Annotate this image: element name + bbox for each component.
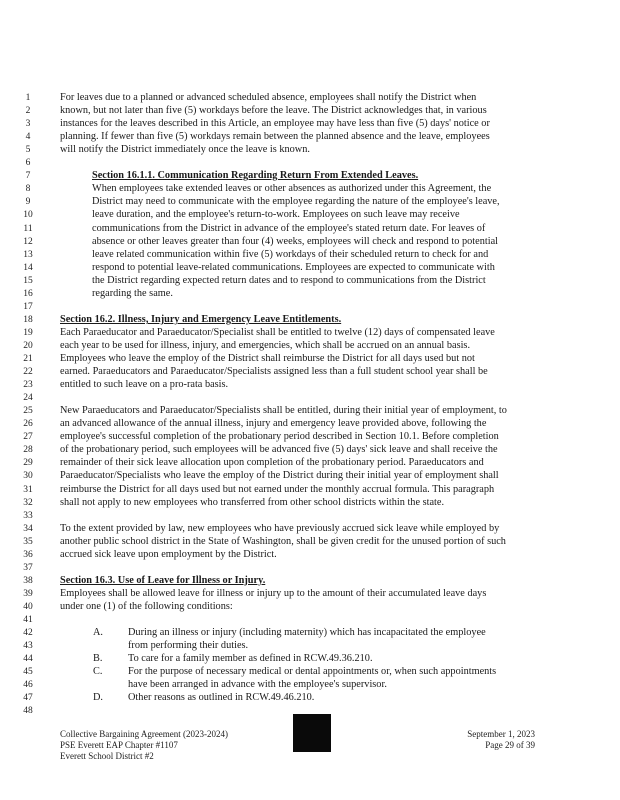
line-number: 4: [25, 132, 31, 142]
section-16-2-heading: Section 16.2. Illness, Injury and Emergency Leave Entitlements.: [60, 314, 342, 325]
section-16-2-line: accrued sick leave upon employment by the District.: [60, 549, 277, 560]
line-number: 38: [23, 576, 33, 586]
line-number: 45: [23, 667, 33, 677]
line-number: 23: [23, 380, 33, 390]
section-16-1-1-line: When employees take extended leaves or other absences as authorized under this Agreement, the: [92, 183, 492, 194]
line-number: 21: [23, 354, 33, 364]
section-16-2-line: Each Paraeducator and Paraeducator/Specialist shall be entitled to twelve (12) days of compensated leave: [60, 327, 495, 338]
section-16-1-1-line: leave related communication within five (5) workdays of their scheduled return to check for and: [92, 249, 489, 260]
section-16-2-line: each year to be used for illness, injury, and emergencies, which shall be accrued on an annual basis.: [60, 340, 471, 351]
line-number: 46: [23, 680, 33, 690]
line-number: 19: [23, 328, 33, 338]
line-number: 18: [23, 315, 33, 325]
section-16-2-line: To the extent provided by law, new employees who have previously accrued sick leave while employed by: [60, 523, 500, 534]
section-16-2-line: employee's successful completion of the probationary period described in Section 10.1. Before completion: [60, 431, 499, 442]
line-number: 12: [23, 237, 33, 247]
list-item-text: Other reasons as outlined in RCW.49.46.210.: [128, 692, 315, 703]
intro-line: For leaves due to a planned or advanced scheduled absence, employees shall notify the District when: [60, 92, 477, 103]
line-number: 40: [23, 602, 33, 612]
list-item-marker: C.: [93, 666, 103, 677]
line-number: 6: [25, 158, 31, 168]
line-number: 33: [23, 511, 33, 521]
intro-line: instances for the leaves described in this Article, an employee may have less than five (5) days' notice or: [60, 118, 490, 129]
line-number: 11: [23, 224, 33, 234]
line-number: 17: [23, 302, 33, 312]
footer-left-line-3: Everett School District #2: [60, 751, 154, 761]
line-number: 20: [23, 341, 33, 351]
footer-page-number: Page 29 of 39: [485, 740, 535, 750]
section-16-1-1-heading: Section 16.1.1. Communication Regarding Return From Extended Leaves.: [92, 170, 419, 181]
section-16-1-1-line: respond to potential leave-related communications. Employees are expected to communicate with: [92, 262, 495, 273]
line-number: 1: [25, 93, 31, 103]
line-number: 29: [23, 458, 33, 468]
line-number: 16: [23, 289, 33, 299]
section-16-2-line: another public school district in the State of Washington, shall be given credit for the unused portion of such: [60, 536, 506, 547]
list-item-marker: D.: [93, 692, 104, 703]
line-number: 37: [23, 563, 33, 573]
line-number: 48: [23, 706, 33, 716]
line-number: 41: [23, 615, 33, 625]
section-16-1-1-line: the District regarding expected return dates and to respond to communications from the District: [92, 275, 486, 286]
line-number: 14: [23, 263, 33, 273]
section-16-2-line: entitled to such leave on a pro-rata basis.: [60, 379, 229, 390]
line-number: 15: [23, 276, 33, 286]
line-number: 35: [23, 537, 33, 547]
line-number: 24: [23, 393, 33, 403]
line-number: 13: [23, 250, 33, 260]
intro-line: planning. If fewer than five (5) workdays remain between the planned absence and the leave, employees: [60, 131, 490, 142]
section-16-3-line: Employees shall be allowed leave for illness or injury up to the amount of their accumulated leave days: [60, 588, 487, 599]
section-16-2-line: shall not apply to new employees who transferred from other school districts within the state.: [60, 497, 445, 508]
line-number: 22: [23, 367, 33, 377]
line-number: 9: [25, 197, 31, 207]
line-number: 36: [23, 550, 33, 560]
section-16-3-heading: Section 16.3. Use of Leave for Illness or Injury.: [60, 575, 266, 586]
section-16-1-1-line: communications from the District in advance of the employee's stated return date. For leaves of: [92, 223, 486, 234]
intro-line: will notify the District immediately once the leave is known.: [60, 144, 310, 155]
section-16-1-1-line: absence or other leaves greater than four (4) weeks, employees will check and respond to potential: [92, 236, 498, 247]
line-number: 31: [23, 485, 33, 495]
line-number: 43: [23, 641, 33, 651]
footer-left-line-1: Collective Bargaining Agreement (2023-2024): [60, 729, 229, 739]
line-number: 28: [23, 445, 33, 455]
line-number: 7: [25, 171, 31, 181]
list-item-marker: B.: [93, 653, 103, 664]
line-number: 27: [23, 432, 33, 442]
section-16-2-line: reimburse the District for all days used but not earned under the monthly accrual formula. This paragraph: [60, 484, 495, 495]
line-number: 5: [25, 145, 31, 155]
section-16-2-line: remainder of their sick leave allocation upon completion of the probationary period. Paraeducators and: [60, 457, 484, 468]
list-item-text: from performing their duties.: [128, 640, 249, 651]
list-item-marker: A.: [93, 627, 104, 638]
list-item-text: have been arranged in advance with the employee's supervisor.: [128, 679, 387, 690]
section-16-2-line: Paraeducator/Specialists who leave the employ of the District during their initial year of employment shall: [60, 470, 499, 481]
line-number: 47: [23, 693, 33, 703]
list-item-text: To care for a family member as defined in RCW.49.36.210.: [128, 653, 373, 664]
section-16-3-line: under one (1) of the following conditions:: [60, 601, 233, 612]
list-item-text: For the purpose of necessary medical or dental appointments or, when such appointments: [128, 666, 497, 677]
line-number: 39: [23, 589, 33, 599]
section-16-1-1-line: leave duration, and the employee's return-to-work. Employees on such leave may receive: [92, 209, 460, 220]
line-number: 42: [23, 628, 33, 638]
section-16-2-line: of the probationary period, such employees will be advanced five (5) days' sick leave and shall receive the: [60, 444, 498, 455]
intro-line: known, but not later than five (5) workdays before the leave. The District acknowledges that, in various: [60, 105, 487, 116]
black-square-mark: [293, 714, 331, 752]
line-number: 10: [23, 210, 33, 220]
footer-date: September 1, 2023: [467, 729, 535, 739]
section-16-2-line: earned. Paraeducators and Paraeducator/Specialists assigned less than a full student school year shall be: [60, 366, 488, 377]
line-number: 30: [23, 471, 33, 481]
list-item-text: During an illness or injury (including maternity) which has incapacitated the employee: [128, 627, 486, 638]
line-number: 32: [23, 498, 33, 508]
footer-left-line-2: PSE Everett EAP Chapter #1107: [60, 740, 178, 750]
section-16-2-line: Employees who leave the employ of the District shall reimburse the District for all days used but not: [60, 353, 475, 364]
line-number: 26: [23, 419, 33, 429]
line-number: 34: [23, 524, 33, 534]
line-number: 3: [25, 119, 31, 129]
section-16-1-1-line: District may need to communicate with the employee regarding the nature of the employee's leave,: [92, 196, 500, 207]
line-number: 2: [25, 106, 31, 116]
line-number: 8: [25, 184, 31, 194]
section-16-2-line: New Paraeducators and Paraeducator/Specialists shall be entitled, during their initial year of employment, to: [60, 405, 507, 416]
line-number: 25: [23, 406, 33, 416]
section-16-2-line: an advanced allowance of the annual illness, injury and emergency leave provided above, following the: [60, 418, 487, 429]
line-number: 44: [23, 654, 33, 664]
section-16-1-1-line: regarding the same.: [92, 288, 173, 299]
